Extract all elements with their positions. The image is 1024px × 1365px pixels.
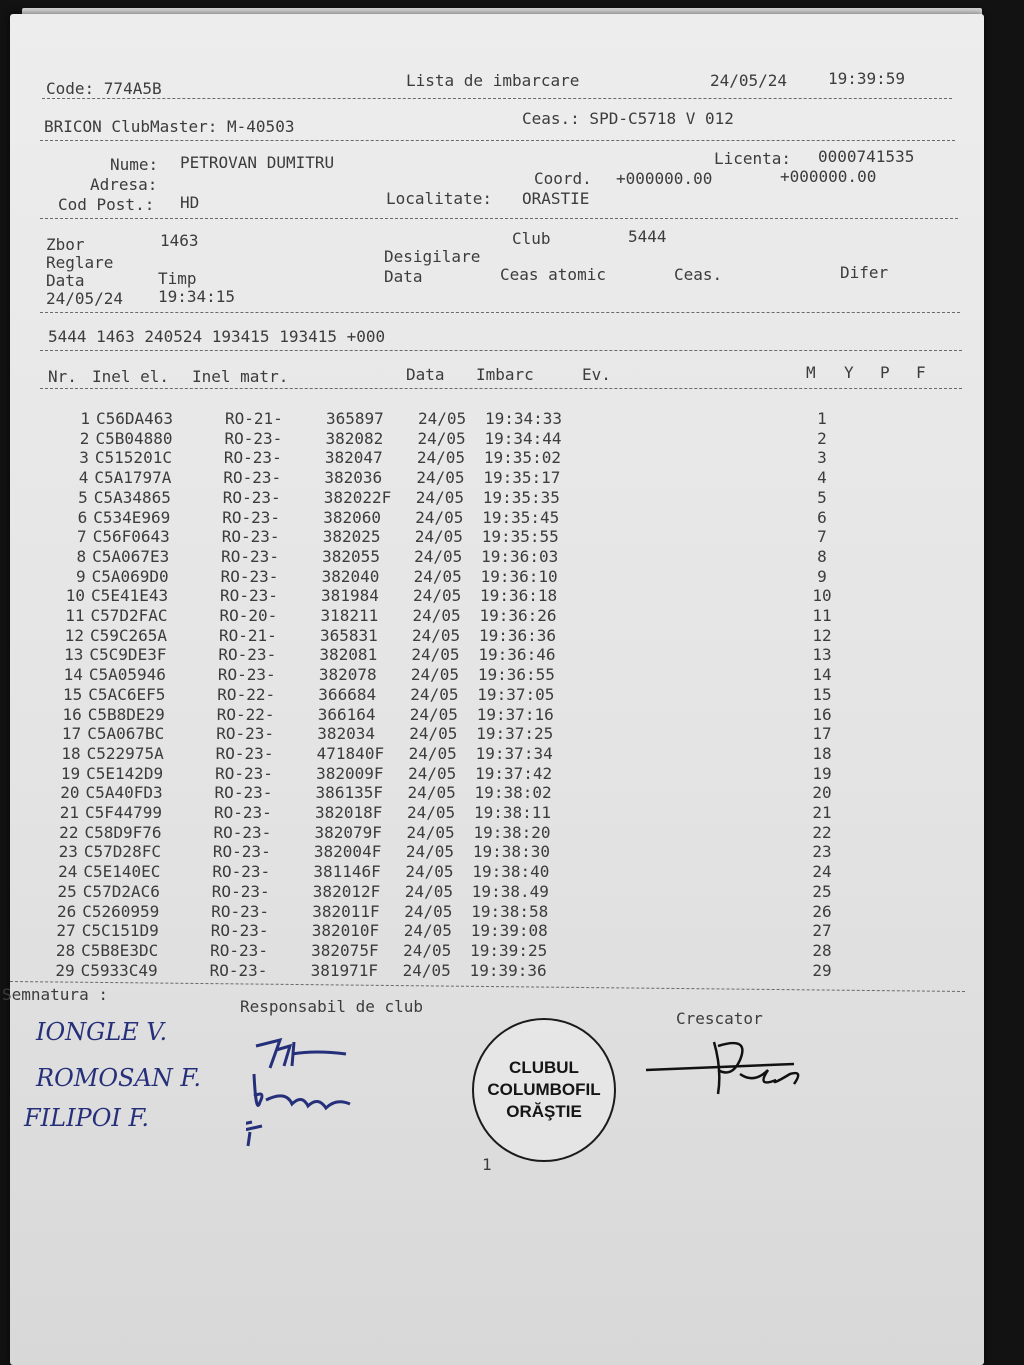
col-f: F <box>916 363 926 382</box>
row-date: 24/05 <box>416 448 466 468</box>
row-date: 24/05 <box>416 468 465 488</box>
boarding-time: 19:35:35 <box>482 487 560 507</box>
row-number: 23 <box>58 842 78 862</box>
ring-series: RO-23- <box>220 566 279 586</box>
ring-number: 381984 <box>321 586 379 606</box>
ring-series: RO-23- <box>215 763 273 783</box>
document-code: Code: 774A5B <box>46 79 162 98</box>
ring-electronic: C5A40FD3 <box>85 783 163 803</box>
setting-label: Reglare <box>46 253 114 272</box>
boarding-time: 19:36:18 <box>480 586 558 606</box>
table-row <box>46 568 846 587</box>
row-date: 24/05 <box>410 684 459 704</box>
ring-series: RO-23- <box>222 507 281 527</box>
rank: 29 <box>812 960 832 980</box>
table-row <box>49 430 849 449</box>
ring-series: RO-23- <box>213 822 272 842</box>
col-date: Data <box>406 365 445 384</box>
ring-number: 382075F <box>311 940 379 960</box>
row-number: 7 <box>77 527 87 547</box>
boarding-time: 19:37:25 <box>476 724 554 744</box>
col-p: P <box>880 363 890 382</box>
row-number: 8 <box>76 546 87 566</box>
col-nr: Nr. <box>48 367 77 386</box>
col-ring-electronic: Inel el. <box>92 367 170 386</box>
row-date: 24/05 <box>407 803 456 822</box>
ring-electronic: C5A1797A <box>94 468 172 488</box>
ring-electronic: C5A069D0 <box>91 566 169 586</box>
row-number: 18 <box>61 743 81 763</box>
table-row <box>46 548 846 567</box>
boarding-time: 19:38:40 <box>472 862 550 882</box>
table-row <box>38 843 838 862</box>
license-number: 0000741535 <box>818 147 915 166</box>
rank: 2 <box>817 428 827 448</box>
ring-electronic: C5933C49 <box>80 960 158 980</box>
rank: 24 <box>812 862 832 882</box>
boarding-time: 19:35:17 <box>483 468 561 488</box>
ring-number: 382078 <box>318 665 377 685</box>
boarding-time: 19:39:25 <box>470 940 548 960</box>
atomic-clock-label: Ceas atomic <box>500 265 606 284</box>
divider <box>10 981 965 992</box>
ring-series: RO-23- <box>212 842 271 862</box>
col-y: Y <box>844 363 854 382</box>
row-date: 24/05 <box>411 625 461 645</box>
ring-number: 382055 <box>322 546 380 566</box>
table-row <box>49 449 849 468</box>
ring-number: 382034 <box>317 724 375 744</box>
verification-code-line: 5444 1463 240524 193415 193415 +000 <box>48 327 386 346</box>
table-row <box>41 725 841 744</box>
ring-electronic: C5A05946 <box>88 665 166 685</box>
table-row <box>40 765 840 784</box>
club-label: Club <box>512 229 551 248</box>
divider <box>40 140 955 141</box>
row-number: 13 <box>64 645 84 665</box>
table-row <box>47 528 847 547</box>
ring-series: RO-21- <box>218 625 277 645</box>
ring-number: 382004F <box>313 842 382 862</box>
ring-series: RO-22- <box>216 704 275 724</box>
rank: 23 <box>812 842 832 862</box>
row-date: 24/05 <box>413 566 462 586</box>
boarding-time: 19:38:58 <box>471 901 549 921</box>
table-row <box>48 489 848 508</box>
rank: 9 <box>817 566 827 586</box>
rank: 6 <box>817 507 827 527</box>
ring-series: RO-23- <box>223 468 282 488</box>
table-row <box>50 410 850 429</box>
ring-number: 366684 <box>318 684 377 704</box>
table-row <box>44 627 844 646</box>
rank: 25 <box>812 881 832 901</box>
boarding-time: 19:38:20 <box>473 822 551 842</box>
flight-number: 1463 <box>160 231 199 250</box>
row-number: 4 <box>78 468 89 488</box>
rank: 7 <box>817 527 827 547</box>
setting-date-label: Data <box>46 271 85 290</box>
ring-number: 382081 <box>319 645 378 665</box>
rank: 5 <box>817 487 827 507</box>
boarding-time: 19:37:42 <box>475 763 553 783</box>
ring-electronic: C5E41E43 <box>91 586 169 606</box>
rank: 14 <box>812 665 832 685</box>
row-number: 3 <box>79 448 89 468</box>
ring-electronic: C5E140EC <box>83 862 161 882</box>
ring-series: RO-22- <box>217 684 276 704</box>
address-label: Adresa: <box>90 175 158 194</box>
ring-electronic: C57D2FAC <box>90 606 168 625</box>
boarding-time: 19:34:44 <box>484 428 562 448</box>
table-row <box>37 883 837 902</box>
ring-series: RO-23- <box>215 743 274 763</box>
row-number: 2 <box>79 428 90 448</box>
breeder-signature <box>644 1030 824 1100</box>
ring-series: RO-23- <box>221 546 279 566</box>
ring-series: RO-23- <box>220 586 278 606</box>
ring-electronic: C5B04880 <box>95 428 173 448</box>
row-date: 24/05 <box>406 822 455 842</box>
table-row <box>37 863 837 882</box>
setting-time-label: Timp <box>158 269 197 288</box>
boarding-time: 19:38.49 <box>471 881 549 901</box>
col-m: M <box>806 363 816 382</box>
row-date: 24/05 <box>417 428 466 448</box>
ring-series: RO-21- <box>225 409 283 428</box>
stamp-line-2: COLUMBOFIL <box>487 1080 601 1099</box>
row-number: 21 <box>59 803 79 822</box>
boarding-list-sheet <box>2 14 984 1365</box>
row-date: 24/05 <box>404 901 453 921</box>
ring-number: 366164 <box>317 704 376 724</box>
ring-series: RO-23- <box>214 783 273 803</box>
ring-number: 381146F <box>313 862 381 882</box>
row-number: 25 <box>57 881 77 901</box>
row-number: 5 <box>78 487 88 507</box>
rank: 15 <box>812 684 832 704</box>
row-date: 24/05 <box>410 665 460 685</box>
divider <box>40 218 958 219</box>
boarding-time: 19:36:03 <box>481 546 559 566</box>
divider <box>40 388 962 389</box>
row-date: 24/05 <box>407 783 456 803</box>
boarding-time: 19:39:08 <box>470 921 548 941</box>
ring-number: 382047 <box>324 448 383 468</box>
boarding-time: 19:38:30 <box>472 842 550 862</box>
rank: 21 <box>812 803 832 822</box>
postcode: HD <box>180 193 200 212</box>
col-boarding: Imbarc <box>476 365 534 384</box>
ring-number: 318211 <box>320 606 379 625</box>
row-date: 24/05 <box>408 743 457 763</box>
ring-number: 382009F <box>316 763 384 783</box>
rank: 8 <box>817 546 827 566</box>
ring-series: RO-23- <box>222 487 281 507</box>
row-date: 24/05 <box>408 763 457 783</box>
license-label: Licenta: <box>714 149 792 168</box>
table-row <box>41 745 841 764</box>
boarding-time: 19:37:16 <box>476 704 554 724</box>
row-number: 19 <box>60 763 81 783</box>
flight-label: Zbor <box>46 235 85 254</box>
ring-series: RO-23- <box>211 901 270 921</box>
ring-electronic: C5E142D9 <box>86 763 164 783</box>
ring-electronic: C5B8E3DC <box>81 940 159 960</box>
ring-electronic: C5A067BC <box>87 724 165 744</box>
ring-electronic: C56DA463 <box>96 409 174 428</box>
ring-series: RO-23- <box>209 960 268 980</box>
ring-number: 382025 <box>322 527 381 547</box>
ring-number: 382079F <box>314 822 382 842</box>
stamp-line-1: CLUBUL <box>509 1058 579 1077</box>
ring-electronic: C57D2AC6 <box>82 881 160 901</box>
table-row <box>35 942 835 961</box>
table-row <box>35 962 835 981</box>
ring-number: 382036 <box>324 468 383 488</box>
ring-number: 386135F <box>315 783 383 803</box>
row-number: 15 <box>63 684 83 704</box>
rank: 11 <box>812 606 832 625</box>
boarding-time: 19:35:02 <box>483 448 561 468</box>
ring-electronic: C56F0643 <box>92 527 170 547</box>
rank: 28 <box>812 940 832 960</box>
ring-number: 381971F <box>310 960 379 980</box>
rank: 19 <box>812 763 832 783</box>
row-number: 9 <box>75 566 86 586</box>
owner-name: PETROVAN DUMITRU <box>180 153 335 172</box>
stamp-line-3: ORĂŞTIE <box>506 1102 582 1121</box>
col-event: Ev. <box>582 365 611 384</box>
ring-number: 382012F <box>312 881 381 901</box>
table-row <box>43 666 843 685</box>
row-number: 24 <box>58 862 78 882</box>
boarding-time: 19:36:10 <box>480 566 558 586</box>
boarding-time: 19:35:45 <box>482 507 560 527</box>
page-number: 1 <box>482 1155 492 1174</box>
handwritten-name-2: ROMOSAN F. <box>36 1064 201 1092</box>
row-number: 12 <box>64 625 84 645</box>
rank: 12 <box>812 625 832 645</box>
row-date: 24/05 <box>403 940 452 960</box>
row-date: 24/05 <box>414 527 463 547</box>
table-row <box>40 784 840 803</box>
boarding-time: 19:39:36 <box>469 960 547 980</box>
ring-series: RO-23- <box>223 448 282 468</box>
ring-number: 382018F <box>315 803 383 822</box>
table-row <box>42 706 842 725</box>
rank: 18 <box>812 743 832 763</box>
boarding-time: 19:36:46 <box>478 645 556 665</box>
system-name: BRICON ClubMaster: M-40503 <box>44 117 295 136</box>
signature-label: Semnatura : <box>2 985 108 1004</box>
breeder-label: Crescator <box>676 1009 763 1028</box>
table-row <box>48 469 848 488</box>
divider <box>42 98 952 99</box>
postcode-label: Cod Post.: <box>58 195 155 214</box>
row-number: 6 <box>77 507 88 527</box>
rank: 22 <box>812 822 832 842</box>
club-representative-label: Responsabil de club <box>240 997 424 1016</box>
row-number: 11 <box>65 606 85 625</box>
row-date: 24/05 <box>403 921 452 941</box>
ring-number: 382010F <box>311 921 380 941</box>
boarding-time: 19:38:02 <box>474 783 552 803</box>
boarding-time: 19:36:36 <box>478 625 557 645</box>
locality: ORASTIE <box>522 189 590 208</box>
table-row <box>43 646 843 665</box>
table-row <box>42 686 842 705</box>
club-stamp <box>472 1018 616 1162</box>
boarding-time: 19:34:33 <box>485 409 563 428</box>
rank: 10 <box>812 586 832 606</box>
ring-number: 382040 <box>321 566 380 586</box>
ring-electronic: C534E969 <box>93 507 171 527</box>
boarding-time: 19:36:55 <box>477 665 555 685</box>
ring-electronic: C522975A <box>86 743 164 763</box>
coord-y: +000000.00 <box>780 167 877 186</box>
ring-electronic: C58D9F76 <box>84 822 162 842</box>
table-row <box>38 824 838 843</box>
ring-electronic: C5B8DE29 <box>87 704 165 724</box>
ring-electronic: C5C9DE3F <box>89 645 167 665</box>
ring-series: RO-23- <box>216 724 274 744</box>
row-date: 24/05 <box>418 409 467 428</box>
row-number: 27 <box>56 921 76 941</box>
coord-label: Coord. <box>534 169 592 188</box>
ring-number: 365897 <box>326 409 384 428</box>
divider <box>40 350 962 351</box>
boarding-time: 19:36:26 <box>479 606 557 625</box>
divider <box>40 312 960 313</box>
table-row <box>45 587 845 606</box>
row-date: 24/05 <box>409 704 458 724</box>
club-signatures <box>246 1020 366 1150</box>
ring-series: RO-23- <box>218 645 277 665</box>
ring-number: 382082 <box>325 428 384 448</box>
ring-series: RO-23- <box>221 527 280 547</box>
row-date: 24/05 <box>405 862 454 882</box>
boarding-time: 19:38:11 <box>474 803 552 822</box>
boarding-time: 19:37:05 <box>477 684 555 704</box>
row-number: 29 <box>55 960 75 980</box>
row-number: 20 <box>60 783 80 803</box>
row-date: 24/05 <box>414 546 463 566</box>
ring-electronic: C5260959 <box>82 901 160 921</box>
ring-electronic: C5F44799 <box>85 803 163 822</box>
unseal-date-label: Data <box>384 267 423 286</box>
row-date: 24/05 <box>415 507 464 527</box>
unseal-label: Desigilare <box>384 247 481 266</box>
table-row <box>36 903 836 922</box>
ring-electronic: C5A067E3 <box>92 546 170 566</box>
row-date: 24/05 <box>411 645 460 665</box>
table-row <box>39 804 839 823</box>
difference-label: Difer <box>840 263 889 282</box>
ring-series: RO-23- <box>224 428 283 448</box>
rank: 20 <box>812 783 832 803</box>
row-date: 24/05 <box>405 842 455 862</box>
print-date: 24/05/24 <box>710 71 788 90</box>
ring-number: 382022F <box>323 487 392 507</box>
ring-electronic: C5A34865 <box>93 487 171 507</box>
ring-series: RO-23- <box>211 881 270 901</box>
ring-series: RO-23- <box>210 921 269 941</box>
table-row <box>36 922 836 941</box>
ring-series: RO-23- <box>214 803 272 822</box>
rank: 13 <box>812 645 832 665</box>
rank: 1 <box>817 409 827 428</box>
ring-electronic: C5C151D9 <box>81 921 159 941</box>
locality-label: Localitate: <box>386 189 492 208</box>
row-number: 22 <box>59 822 79 842</box>
row-number: 16 <box>62 704 82 724</box>
owner-name-label: Nume: <box>110 155 159 174</box>
clock-label: Ceas. <box>674 265 723 284</box>
rank: 17 <box>812 724 832 744</box>
setting-time: 19:34:15 <box>158 287 236 306</box>
ring-electronic: C57D28FC <box>83 842 161 862</box>
row-number: 14 <box>63 665 83 685</box>
ring-series: RO-20- <box>219 606 278 625</box>
row-date: 24/05 <box>404 881 453 901</box>
ring-number: 382060 <box>323 507 382 527</box>
rank: 27 <box>812 921 832 941</box>
row-number: 17 <box>61 724 82 744</box>
handwritten-name-3: FILIPOI F. <box>24 1104 150 1132</box>
ring-electronic: C5AC6EF5 <box>88 684 166 704</box>
table-row <box>47 509 847 528</box>
rank: 3 <box>817 448 827 468</box>
rank: 16 <box>812 704 832 724</box>
row-date: 24/05 <box>402 960 451 980</box>
rank: 26 <box>812 901 832 921</box>
document-title: Lista de imbarcare <box>406 71 580 90</box>
clock-id: Ceas.: SPD-C5718 V 012 <box>522 109 734 128</box>
row-number: 28 <box>55 940 76 960</box>
print-time: 19:39:59 <box>828 69 906 88</box>
row-number: 10 <box>65 586 86 606</box>
ring-number: 471840F <box>316 743 385 763</box>
ring-series: RO-23- <box>210 940 268 960</box>
handwritten-name-1: IONGLE V. <box>36 1018 168 1046</box>
club-number: 5444 <box>628 227 667 246</box>
table-row <box>45 607 845 626</box>
row-date: 24/05 <box>409 724 458 744</box>
ring-electronic: C59C265A <box>89 625 168 645</box>
ring-number: 382011F <box>312 901 380 921</box>
row-number: 26 <box>56 901 77 921</box>
ring-number: 365831 <box>319 625 378 645</box>
ring-series: RO-23- <box>212 862 271 882</box>
row-number: 1 <box>80 409 90 428</box>
row-date: 24/05 <box>415 487 464 507</box>
setting-date: 24/05/24 <box>46 289 124 308</box>
row-date: 24/05 <box>412 606 461 625</box>
ring-electronic: C515201C <box>94 448 172 468</box>
row-date: 24/05 <box>413 586 462 606</box>
coord-x: +000000.00 <box>616 169 713 188</box>
ring-series: RO-23- <box>217 665 276 685</box>
rank: 4 <box>817 468 827 488</box>
col-ring-number: Inel matr. <box>192 367 289 386</box>
boarding-time: 19:37:34 <box>475 743 553 763</box>
boarding-time: 19:35:55 <box>481 527 559 547</box>
